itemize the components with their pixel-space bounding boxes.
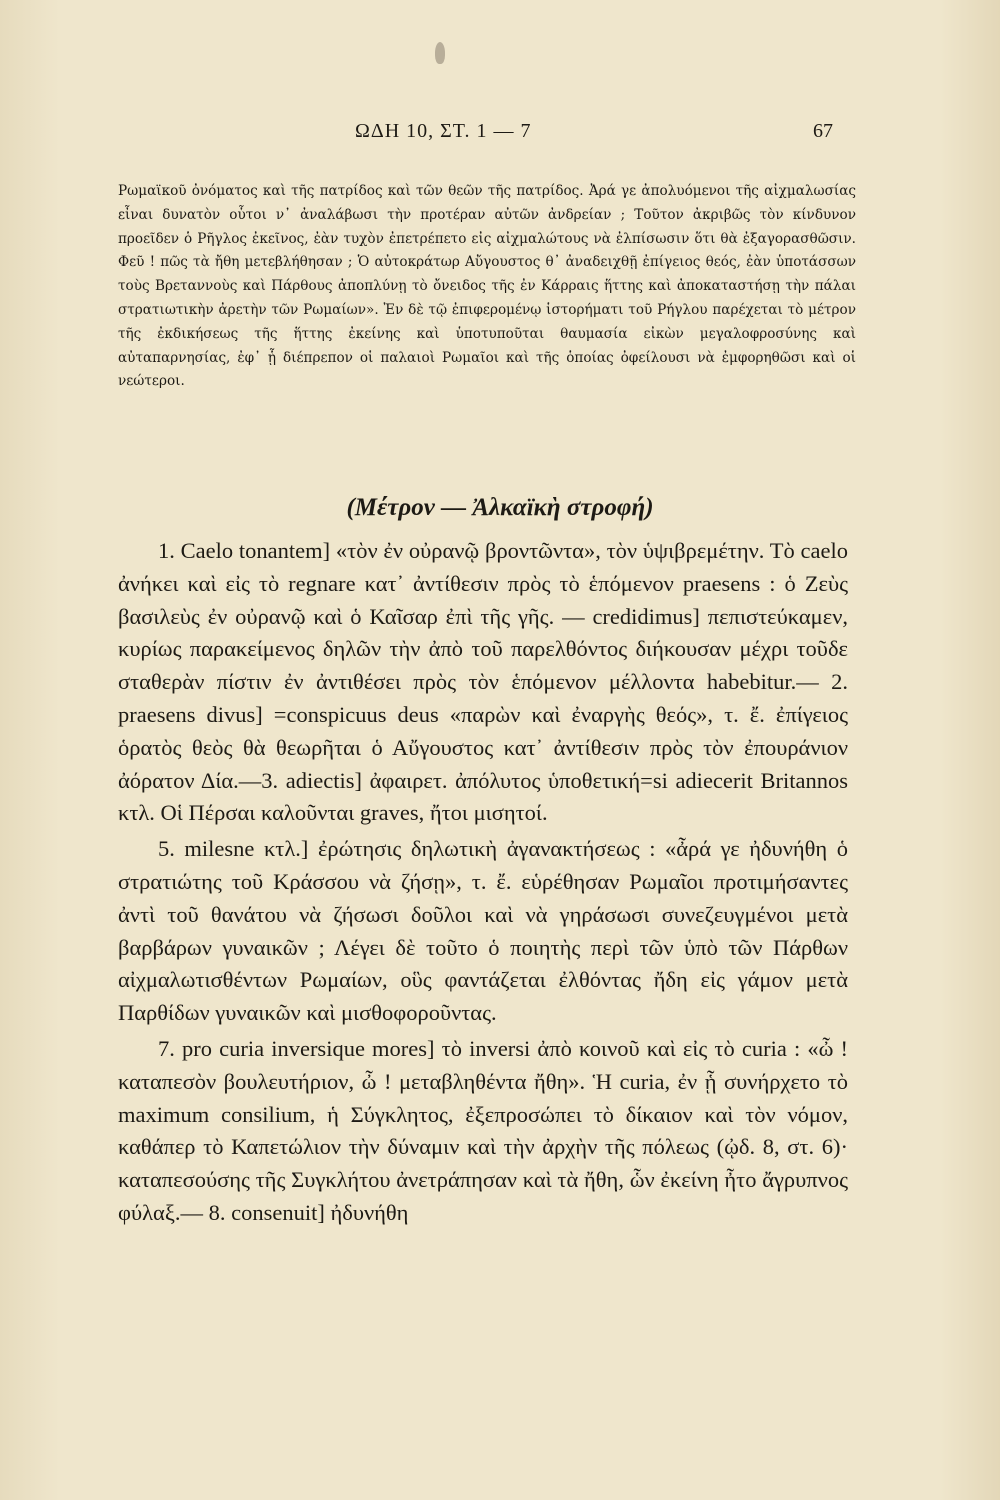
running-header bbox=[145, 120, 845, 150]
ink-mark bbox=[435, 42, 445, 64]
note-paragraph: 1. Caelo tonantem] «τὸν ἐν οὐρανῷ βροντῶντα», τὸν ὑψιβρεμέτην. Τὸ caelo ἀνήκει καὶ εἰς τὸ regnare κατ᾽ ἀντίθεσιν πρὸς τὸ ἑπόμενον praesens : ὁ Ζεὺς βασιλεὺς ἐν οὐρανῷ καὶ ὁ Καῖσαρ ἐπὶ τῆς γῆς. — credidimus] πεπιστεύκαμεν, κυρίως παρακείμενος δηλῶν τὴν ἀπὸ τοῦ παρελθόντος διήκουσαν μέχρι τοῦδε σταθερὰν πίστιν ἐν ἀντιθέσει πρὸς τὸν ἑπόμενον μέλλοντα habebitur.— 2. praesens divus] =conspicuus deus «παρὼν καὶ ἐναργὴς θεός», τ. ἔ. ἐπίγειος ὁρατὸς θεὸς θὰ θεωρῆται ὁ Αὔγουστος κατ᾽ ἀντίθεσιν πρὸς τὸν ἐπουράνιον ἀόρατον Δία.—3. adiectis] ἀφαιρετ. ἀπόλυτος ὑποθετική=si adiecerit Britannos κτλ. Οἱ Πέρσαι καλοῦνται graves, ἤτοι μισητοί. bbox=[118, 538, 848, 826]
note-paragraph: 7. pro curia inversique mores] τὸ inversi ἀπὸ κοινοῦ καὶ εἰς τὸ curia : «ὦ ! καταπεσὸν βουλευτήριον, ὦ ! μεταβληθέντα ἤθη». Ἡ curia, ἐν ᾗ συνήρχετο τὸ maximum consilium, ἡ Σύγκλητος, ἐξεπροσώπει τὸ δίκαιον καὶ τὸν νόμον, καθάπερ τὸ Καπετώλιον τὴν δύναμιν καὶ τὴν ἀρχὴν τῆς πόλεως (ᾠδ. 8, στ. 6)· καταπεσούσης τῆς Συγκλήτου ἀνετράπησαν καὶ τὰ ἤθη, ὧν ἐκείνη ἦτο ἄγρυπνος φύλαξ.— 8. consenuit] ἠδυνήθη bbox=[118, 1035, 848, 1225]
commentary-text: Ρωμαϊκοῦ ὀνόματος καὶ τῆς πατρίδος καὶ τῶν θεῶν τῆς πατρίδος. Ἀρά γε ἀπολυόμενοι τῆς αἰχμαλωσίας εἶναι δυνατὸν οὗτοι ν᾽ ἀναλάβωσι τὴν προτέραν αὐτῶν ἀνδρείαν ; Τοῦτον ἀκριβῶς τὸν κίνδυνον προεῖδεν ὁ Ρῆγλος ἐκεῖνος, ἐὰν τυχὸν ἐπετρέπετο εἰς αἰχμαλώτους νὰ ἐλπίσωσιν ὅτι θὰ ἐξαγορασθῶσιν. Φεῦ ! πῶς τὰ ἤθη μετεβλήθησαν ; Ὁ αὐτοκράτωρ Αὔγουστος θ᾽ ἀναδειχθῇ ἐπίγειος θεός, ἐὰν ὑποτάσσων τοὺς Βρεταννοὺς καὶ Πάρθους ἀποπλύνῃ τὸ ὄνειδος τῆς ἐν Κάρραις ἥττης καὶ ἀποκαταστήσῃ τὴν πάλαι στρατιωτικὴν ἀρετὴν τῶν Ρωμαίων». Ἐν δὲ τῷ ἐπιφερομένῳ ἱστορήματι τοῦ Ρήγλου παρέχεται τὸ μέτρον τῆς ἐκδικήσεως τῆς ἥττης ἐκείνης καὶ ὑποτυποῦται θαυμασία εἰκὼν μεγαλοφροσύνης καὶ αὐταπαρνησίας, ἐφ᾽ ᾗ διέπρεπον οἱ παλαιοὶ Ρωμαῖοι καὶ τῆς ὁποίας ὀφείλουσι νὰ ἐμφορηθῶσι καὶ οἱ νεώτεροι. bbox=[118, 183, 856, 390]
page-number: 67 bbox=[813, 120, 833, 142]
meter-heading: (Μέτρον — Ἀλκαϊκὴ στροφή) bbox=[346, 494, 654, 521]
notes-section bbox=[118, 535, 848, 1233]
running-title: ΩΔΗ 10, ΣΤ. 1 — 7 bbox=[355, 120, 532, 142]
note-paragraph: 5. milesne κτλ.] ἐρώτησις δηλωτικὴ ἀγανακτήσεως : «ἆρά γε ἠδυνήθη ὁ στρατιώτης τοῦ Κράσσου νὰ ζήσῃ», τ. ἔ. εὑρέθησαν Ρωμαῖοι προτιμήσαντες ἀντὶ τοῦ θανάτου νὰ ζήσωσι δοῦλοι καὶ νὰ γηράσωσι συνεζευγμένοι μετὰ βαρβάρων γυναικῶν ; Λέγει δὲ τοῦτο ὁ ποιητὴς περὶ τῶν ὑπὸ τῶν Πάρθων αἰχμαλωτισθέντων Ρωμαίων, οὓς φαντάζεται ἐλθόντας ἤδη εἰς γάμον μετὰ Παρθίδων γυναικῶν καὶ μισθοφοροῦντας. bbox=[118, 836, 848, 1026]
commentary-paragraph bbox=[118, 180, 856, 394]
